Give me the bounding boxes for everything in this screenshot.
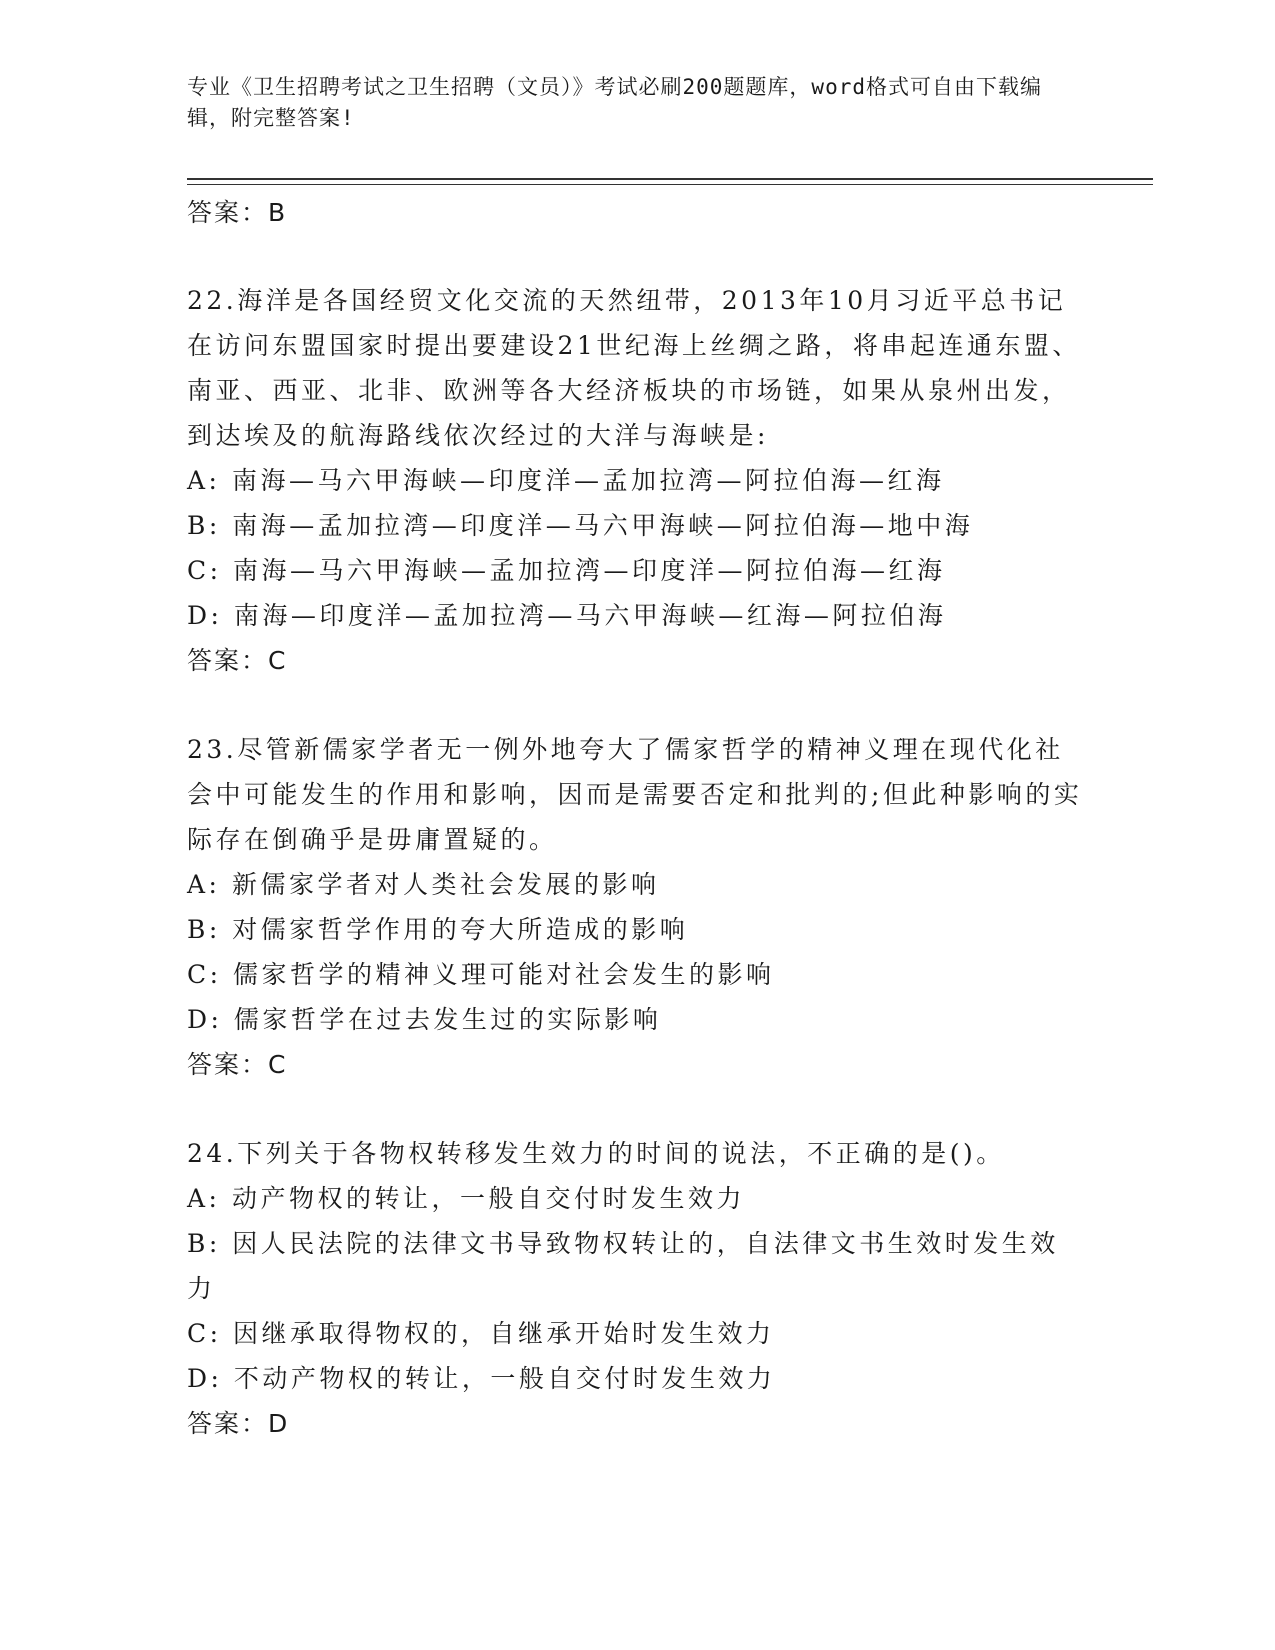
question-23 [187,727,1087,1087]
option-b [187,1221,1087,1311]
answer-label: 答案： [187,1409,269,1438]
question-number: 24. [187,1139,238,1168]
option-b [187,503,1087,548]
header-divider-thick [187,178,1153,180]
question-text: 尽管新儒家学者无一例外地夸大了儒家哲学的精神义理在现代化社会中可能发生的作用和影响，因而是需要否定和批判的;但此种影响的实际存在倒确乎是毋庸置疑的。 [187,735,1083,854]
question-text: 下列关于各物权转移发生效力的时间的说法，不正确的是()。 [237,1139,1005,1168]
option-letter: B: [187,915,221,944]
option-letter: D: [187,601,223,630]
question-number: 23. [187,735,238,764]
option-text: 儒家哲学在过去发生过的实际影响 [233,1005,662,1034]
option-text: 因人民法院的法律文书导致物权转让的，自法律文书生效时发生效力 [187,1229,1059,1303]
option-text: 儒家哲学的精神义理可能对社会发生的影响 [233,960,775,989]
option-text: 南海—马六甲海峡—孟加拉湾—印度洋—阿拉伯海—红海 [233,556,946,585]
option-text: 因继承取得物权的，自继承开始时发生效力 [233,1319,775,1348]
option-d [187,997,1087,1042]
option-letter: A: [187,1184,221,1213]
option-b [187,907,1087,952]
answer-label: 答案： [187,198,269,227]
option-d [187,1356,1087,1401]
question-stem [187,1131,1087,1176]
question-stem [187,727,1087,862]
answer-label: 答案： [187,1050,269,1079]
option-text: 对儒家哲学作用的夸大所造成的影响 [232,915,689,944]
option-a [187,458,1087,503]
question-text: 海洋是各国经贸文化交流的天然纽带，2013年10月习近平总书记在访问东盟国家时提出要建设21世纪海上丝绸之路，将串起连通东盟、南亚、西亚、北非、欧洲等各大经济板块的市场链，如果从泉州出发，到达埃及的航海路线依次经过的大洋与海峡是: [187,286,1081,450]
answer-line [187,190,1087,235]
document-header: 专业《卫生招聘考试之卫生招聘（文员）》考试必刷200题题库，word格式可自由下载编辑，附完整答案! [187,75,1042,130]
question-22 [187,278,1087,683]
header-divider-thin [187,184,1153,185]
option-letter: C: [187,1319,222,1348]
option-text: 新儒家学者对人类社会发展的影响 [231,870,660,899]
answer-value: B [268,198,288,227]
answer-value: C [268,646,288,675]
option-letter: D: [187,1364,223,1393]
option-letter: B: [187,1229,221,1258]
option-c [187,1311,1087,1356]
option-text: 不动产物权的转让，一般自交付时发生效力 [233,1364,776,1393]
option-text: 动产物权的转让，一般自交付时发生效力 [231,1184,745,1213]
option-text: 南海—印度洋—孟加拉湾—马六甲海峡—红海—阿拉伯海 [233,601,947,630]
option-text: 南海—孟加拉湾—印度洋—马六甲海峡—阿拉伯海—地中海 [232,511,974,540]
question-number: 22. [187,286,238,315]
answer-line [187,638,1087,683]
question-list [187,190,1087,1490]
option-letter: B: [187,511,221,540]
option-a [187,1176,1087,1221]
option-text: 南海—马六甲海峡—印度洋—孟加拉湾—阿拉伯海—红海 [231,466,945,495]
answer-value: D [268,1409,290,1438]
option-letter: C: [187,556,222,585]
option-c [187,952,1087,997]
option-letter: A: [187,466,221,495]
answer-value: C [268,1050,288,1079]
option-a [187,862,1087,907]
option-letter: C: [187,960,222,989]
answer-label: 答案： [187,646,269,675]
option-c [187,548,1087,593]
answer-line [187,1042,1087,1087]
question-24 [187,1131,1087,1446]
question-stem [187,278,1087,458]
option-letter: A: [187,870,221,899]
option-letter: D: [187,1005,223,1034]
option-d [187,593,1087,638]
answer-line [187,1401,1087,1446]
